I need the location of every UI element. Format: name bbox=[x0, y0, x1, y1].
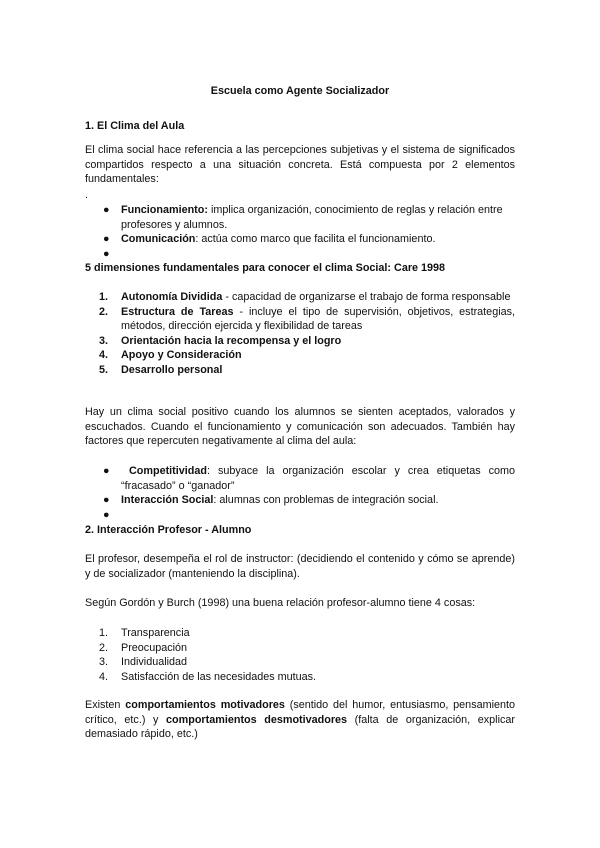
list-item bbox=[85, 203, 515, 232]
document-title: Escuela como Agente Socializador bbox=[210, 85, 390, 97]
desc: Preocupación bbox=[121, 641, 188, 654]
relationship-list bbox=[85, 626, 515, 684]
bullet-icon: ● bbox=[103, 233, 110, 246]
desc: implica organización, conocimiento de reglas y relación entre profesores y alumnos. bbox=[121, 204, 503, 231]
list-item bbox=[85, 348, 515, 363]
dimensions-heading: 5 dimensiones fundamentales para conocer el clima Social: Care 1998 bbox=[85, 262, 446, 274]
desc: Individualidad bbox=[121, 656, 188, 669]
list-item bbox=[85, 641, 515, 656]
term: Competitividad bbox=[128, 465, 207, 477]
term: Estructura de Tareas bbox=[121, 305, 234, 318]
text: (sentido del humor, entusiasmo, pensamiento crítico, etc.) y bbox=[85, 699, 515, 726]
num: 1. bbox=[99, 291, 109, 303]
bullet-icon: ● bbox=[103, 204, 110, 216]
term: Orientación hacia la recompensa y el logro bbox=[121, 334, 342, 347]
list-item bbox=[85, 232, 515, 247]
list-item bbox=[85, 290, 515, 305]
term: Comunicación bbox=[121, 233, 196, 246]
desc: - incluye el tipo de supervisión, objetivos, estrategias, métodos, dirección ejercida y flexibilidad de tareas bbox=[121, 305, 515, 333]
stray-dot: . bbox=[85, 189, 88, 201]
desc: : subyace la organización escolar y crea etiquetas como “fracasado” o “ganador” bbox=[121, 465, 515, 492]
num: 2. bbox=[99, 305, 109, 318]
num: 5. bbox=[99, 363, 109, 376]
term: comportamientos motivadores bbox=[125, 699, 285, 711]
list-item-empty bbox=[85, 508, 515, 523]
num: 1. bbox=[99, 627, 109, 639]
desc: : actúa como marco que facilita el funcionamiento. bbox=[195, 233, 436, 246]
term: Apoyo y Consideración bbox=[121, 349, 242, 362]
section-heading-1: 1. El Clima del Aula bbox=[85, 120, 185, 132]
list-item bbox=[85, 493, 515, 508]
dimensions-list bbox=[85, 290, 515, 378]
text: Existen bbox=[85, 699, 126, 711]
list-item bbox=[85, 626, 515, 641]
bullet-icon: ● bbox=[103, 508, 110, 521]
teacher-role-paragraph: El profesor, desempeña el rol de instructor: (decidiendo el contenido y cómo se aprende) y de socializador (manteniendo la disciplina). bbox=[85, 553, 515, 580]
list-item bbox=[85, 670, 515, 685]
term: Interacción Social bbox=[121, 494, 214, 507]
section-heading-2: 2. Interacción Profesor - Alumno bbox=[85, 524, 252, 536]
positive-climate-paragraph: Hay un clima social positivo cuando los alumnos se sienten aceptados, valorados y escuchados. Cuando el funcionamiento y comunicación son adecuados. También hay factores que repercuten negativamente al clima del aula: bbox=[85, 406, 515, 448]
num: 3. bbox=[99, 656, 109, 669]
gordon-burch-paragraph: Según Gordón y Burch (1998) una buena relación profesor-alumno tiene 4 cosas: bbox=[85, 597, 476, 609]
num: 2. bbox=[99, 641, 109, 654]
intro-paragraph: El clima social hace referencia a las percepciones subjetivas y el sistema de significados compartidos respecto a una situación concreta. Está compuesta por 2 elementos fundamentales: bbox=[85, 144, 515, 186]
elements-list bbox=[85, 203, 515, 261]
desc: - capacidad de organizarse el trabajo de forma responsable bbox=[222, 291, 511, 303]
text: (falta de organización, explicar demasiado rápido, etc.) bbox=[85, 713, 515, 741]
list-item bbox=[85, 363, 515, 378]
bullet-icon: ● bbox=[103, 247, 110, 260]
desc: Transparencia bbox=[121, 627, 190, 639]
list-item bbox=[85, 464, 515, 493]
list-item-empty bbox=[85, 247, 515, 262]
num: 3. bbox=[99, 334, 109, 347]
num: 4. bbox=[99, 670, 109, 683]
list-item bbox=[85, 655, 515, 670]
factors-list bbox=[85, 464, 515, 522]
term: Desarrollo personal bbox=[121, 363, 223, 376]
list-item bbox=[85, 305, 515, 334]
term: comportamientos desmotivadores bbox=[166, 713, 348, 726]
bullet-icon: ● bbox=[103, 494, 110, 507]
list-item bbox=[85, 334, 515, 349]
desc: Satisfacción de las necesidades mutuas. bbox=[121, 670, 317, 683]
term: Funcionamiento: bbox=[121, 204, 208, 216]
behaviors-paragraph bbox=[85, 698, 515, 742]
term: Autonomía Dividida bbox=[121, 291, 223, 303]
bullet-icon: ● bbox=[103, 465, 110, 477]
num: 4. bbox=[99, 349, 109, 362]
desc: : alumnas con problemas de integración social. bbox=[213, 494, 439, 507]
